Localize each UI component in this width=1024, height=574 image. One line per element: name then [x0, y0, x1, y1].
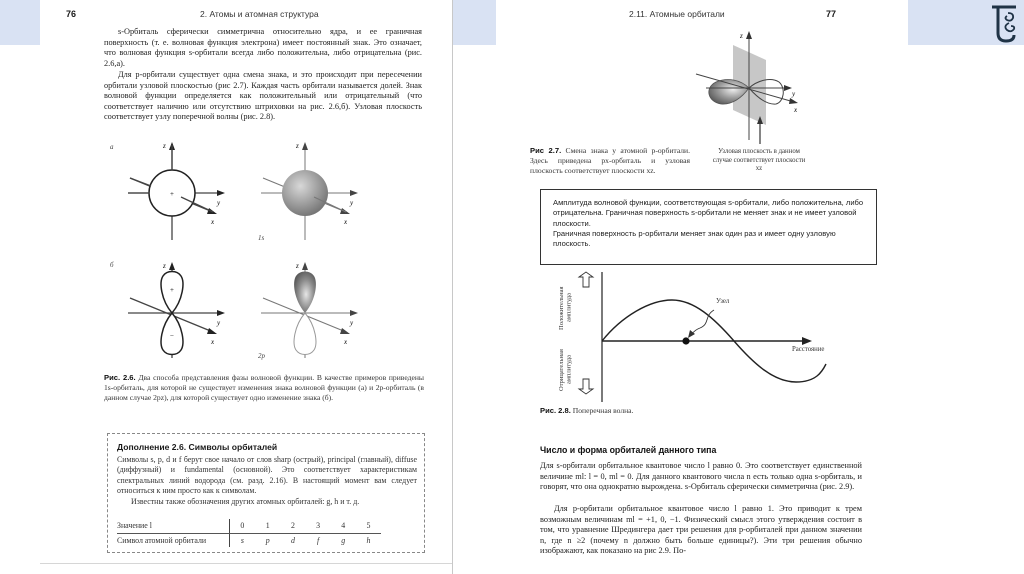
- running-header: 2.11. Атомные орбитали: [629, 9, 725, 19]
- distance-axis-label: Расстояние: [792, 346, 825, 353]
- negative-amplitude-label: Отрицательная амплитуда: [558, 349, 573, 391]
- nodal-plane-annotation: Узловая плоскость в данном случае соответствует плоскости xz: [712, 148, 806, 173]
- orbital-1s-shaded-diagram: [258, 140, 358, 245]
- supplement-body: [117, 455, 417, 507]
- caption-prefix: Рис. 2.6.: [104, 373, 136, 382]
- orbital-1s-outline-diagram: [125, 140, 225, 245]
- table-cell: h: [366, 535, 371, 545]
- svg-text:+: +: [170, 190, 174, 198]
- university-monogram-icon: [990, 3, 1020, 43]
- key-points-text: [553, 198, 866, 249]
- svg-text:x: x: [344, 338, 348, 346]
- table-cell: 2: [280, 519, 305, 533]
- caption-text: Два способа представления фазы волновой функции. В качестве примеров приведены 1s-орбиталь, для которой не существует изменения знака волновой функции (а) и 2p-орбиталь (в данном случае 2pz), для которой существует одно изменение знака (б).: [104, 373, 424, 402]
- orbital-label-2p: 2p: [258, 352, 265, 360]
- svg-text:y: y: [350, 199, 354, 207]
- figure-caption-2-6: [104, 373, 424, 402]
- caption-prefix: Рис. 2.8.: [540, 406, 571, 415]
- svg-text:y: y: [217, 319, 221, 327]
- table-cell: 3: [306, 519, 331, 533]
- table-cell: g: [341, 535, 346, 545]
- svg-text:x: x: [794, 106, 798, 114]
- table-cell: f: [316, 535, 320, 545]
- key-point: Амплитуда волновой функции, соответствующая s-орбитали, либо положительна, либо отрицательна. Граничная поверхность s-орбитали не меняет знак и не имеет узловой плоскости.: [553, 198, 864, 228]
- figure-row-label: б: [110, 261, 114, 269]
- table-cell: p: [265, 535, 270, 545]
- svg-text:+: +: [170, 286, 174, 294]
- table-row-label: Значение l: [117, 519, 229, 533]
- paragraph: Для s-орбитали орбитальное квантовое число l равно 0. Это соответствует единственной величине ml: l = 0, ml = 0. Для данного квантового числа n есть только одна s-орбиталь, и говорят, что она однократно вырождена. s-Орбиталь сферически симметрична (рис. 2.9).: [540, 461, 862, 492]
- table-cell: 1: [255, 519, 280, 533]
- svg-text:z: z: [740, 32, 743, 40]
- table-row: [117, 533, 381, 547]
- node-label: Узел: [716, 298, 730, 305]
- svg-text:y: y: [217, 199, 221, 207]
- orbital-symbol-table: [117, 519, 381, 547]
- section-heading: Число и форма орбиталей данного типа: [540, 445, 717, 455]
- svg-text:−: −: [170, 332, 174, 340]
- key-points-box: [540, 189, 877, 265]
- supplement-box: [107, 433, 425, 553]
- decorative-panel-middle: [453, 0, 496, 45]
- table-cell: 0: [229, 519, 255, 533]
- positive-amplitude-label: Положительная амплитуда: [558, 286, 573, 330]
- logo-panel: [908, 0, 1024, 45]
- figure-caption-2-8: [540, 406, 740, 416]
- figure-row-label: а: [110, 143, 114, 151]
- decorative-panel-left: [0, 0, 40, 45]
- paragraph: Для p-орбитали существует одна смена знака, и это происходит при пересечении орбитали узловой плоскостью (рис 2.7). Каждая часть орбитали называется долей. Знак волновой функции определяется как положительный или отрицательный (что соответствует наличию или отсутствию штриховки на рис. 2.6,б). Узловая плоскость соответствует узлу поперечной волны (рис. 2.8).: [104, 70, 422, 122]
- svg-text:x: x: [211, 338, 215, 346]
- svg-text:y: y: [792, 90, 796, 98]
- table-cell: 4: [331, 519, 356, 533]
- table-row-label: Символ атомной орбитали: [117, 533, 229, 547]
- page-bottom-edge: [40, 563, 452, 564]
- book-page-right: [496, 0, 908, 574]
- svg-text:x: x: [344, 218, 348, 226]
- table-cell: d: [290, 535, 295, 545]
- table-row: [117, 519, 381, 533]
- svg-text:z: z: [296, 142, 299, 150]
- table-cell: 5: [356, 519, 381, 533]
- caption-text: Смена знака у атомной p-орбитали. Здесь приведена px-орбиталь и узловая плоскость соответствует плоскости xz.: [530, 146, 691, 175]
- paragraph: Символы s, p, d и f берут свое начало от слов sharp (острый), principal (главный), diffuse (диффузный) и fundamental (основной). Это соответствует характеристикам спектральных линий водорода (см. разд. 2.16). В настоящий момент вам следует относиться к ним просто как к символам.: [117, 455, 417, 496]
- orbital-2p-shaded-diagram: [258, 260, 358, 360]
- table-cell: s: [240, 535, 244, 545]
- svg-text:z: z: [163, 262, 166, 270]
- paragraph: Известны также обозначения других атомных орбиталей: g, h и т. д.: [131, 496, 360, 506]
- caption-text: Поперечная волна.: [572, 406, 634, 415]
- orbital-label-1s: 1s: [258, 234, 265, 242]
- orbital-2p-outline-diagram: [125, 260, 225, 360]
- key-point: Граничная поверхность p-орбитали меняет знак один раз и имеет одну узловую плоскость.: [553, 228, 836, 249]
- page-number: 76: [66, 9, 77, 19]
- p-orbital-nodal-plane-diagram: [696, 30, 816, 145]
- svg-text:z: z: [163, 142, 166, 150]
- running-header: 2. Атомы и атомная структура: [200, 9, 319, 19]
- figure-caption-2-7: [530, 146, 690, 175]
- book-page-left: [40, 0, 453, 574]
- supplement-title: Дополнение 2.6. Символы орбиталей: [117, 442, 278, 452]
- paragraph: s-Орбиталь сферически симметрична относительно ядра, и ее граничная поверхность (т. е. волновая функция электрона) имеет постоянный знак. Это означает, что волновая функция s-орбитали всегда либо положительна, либо отрицательна (рис. 2.6,а).: [104, 27, 422, 68]
- svg-text:x: x: [211, 218, 215, 226]
- paragraph: Для p-орбитали орбитальное квантовое число l равно 1. Это приводит к трем возможным величинам ml = +1, 0, −1. Физический смысл этого утверждения состоит в том, что уравнение Шредингера дает три решения для p-орбиталей при данном значении n, где n ≥2 (почему n должно быть больше единицы?). Эти три решения обычно изображают, как показано на рис 2.9. По-: [540, 504, 862, 556]
- svg-text:z: z: [296, 262, 299, 270]
- caption-prefix: Рис 2.7.: [530, 146, 562, 155]
- page-number: 77: [826, 9, 837, 19]
- svg-text:y: y: [350, 319, 354, 327]
